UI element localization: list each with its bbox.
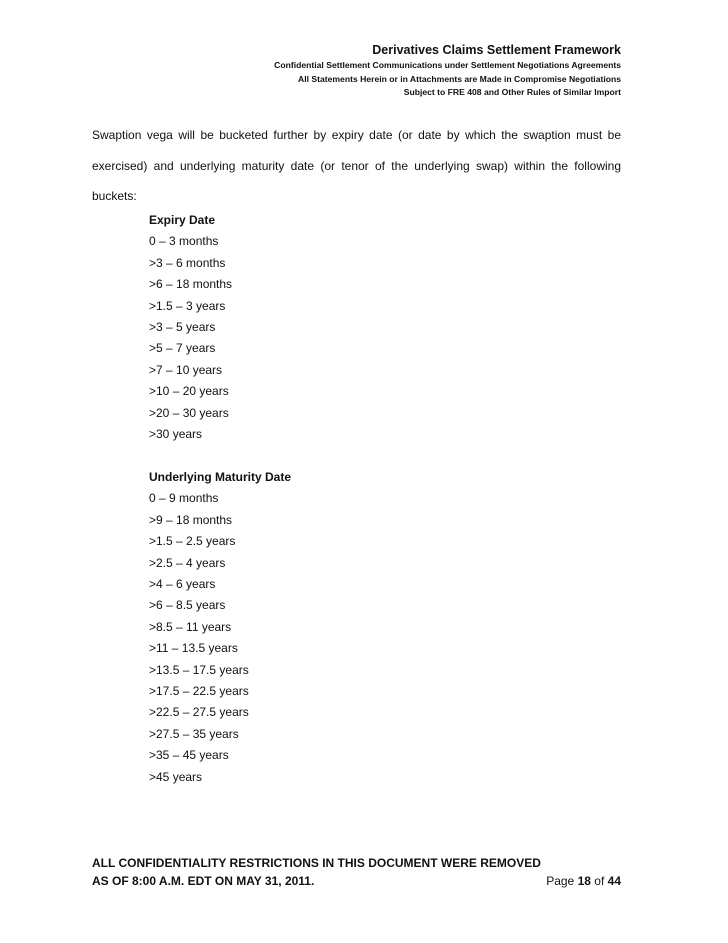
list-item: >45 years: [149, 769, 203, 784]
list-item: >27.5 – 35 years: [149, 726, 239, 741]
list-item: >13.5 – 17.5 years: [149, 662, 249, 677]
list-item: >9 – 18 months: [149, 512, 233, 527]
page-of-label: of: [594, 873, 605, 888]
list-item: >7 – 10 years: [149, 362, 223, 377]
list-item: >8.5 – 11 years: [149, 619, 232, 634]
list-item: >5 – 7 years: [149, 341, 216, 356]
list-item: >35 – 45 years: [149, 748, 229, 763]
list-item: 0 – 3 months: [149, 234, 219, 249]
confidentiality-notice-line: ALL CONFIDENTIALITY RESTRICTIONS IN THIS DOCUMENT WERE REMOVED: [92, 856, 541, 870]
list-item: 0 – 9 months: [149, 491, 219, 506]
list-item: >3 – 5 years: [149, 320, 216, 335]
list-item: >30 years: [149, 427, 203, 442]
page-current: 18: [577, 873, 591, 888]
page-total: 44: [607, 873, 621, 888]
underlying-maturity-date-list: [149, 467, 291, 788]
page-label: Page: [546, 873, 575, 888]
list-item: >11 – 13.5 years: [149, 641, 238, 656]
list-item: >1.5 – 3 years: [149, 298, 226, 313]
list-item: >4 – 6 years: [149, 577, 216, 592]
header-notice-line: Confidential Settlement Communications under Settlement Negotiations Agreements: [274, 60, 621, 70]
expiry-date-heading: Expiry Date: [149, 213, 216, 227]
document-title: Derivatives Claims Settlement Framework: [372, 43, 621, 57]
page-header: [274, 42, 621, 100]
intro-paragraph: Swaption vega will be bucketed further by expiry date (or date by which the swaption must be exercised) and underlying maturity date (or tenor of the underlying swap) within the following buckets:: [92, 128, 621, 203]
list-item: >6 – 8.5 years: [149, 598, 226, 613]
list-item: >17.5 – 22.5 years: [149, 684, 249, 699]
header-notice-line: All Statements Herein or in Attachments are Made in Compromise Negotiations: [298, 73, 621, 84]
page-number: [546, 873, 621, 891]
underlying-maturity-date-heading: Underlying Maturity Date: [149, 470, 292, 484]
list-item: >3 – 6 months: [149, 255, 226, 270]
expiry-date-list: [149, 210, 232, 445]
list-item: >20 – 30 years: [149, 405, 229, 420]
page-footer: [92, 855, 621, 890]
confidentiality-notice-date: AS OF 8:00 A.M. EDT ON MAY 31, 2011.: [92, 873, 315, 888]
list-item: >2.5 – 4 years: [149, 555, 226, 570]
list-item: >22.5 – 27.5 years: [149, 705, 249, 720]
list-item: >10 – 20 years: [149, 384, 229, 399]
header-notice-line: Subject to FRE 408 and Other Rules of Similar Import: [403, 87, 621, 97]
list-item: >6 – 18 months: [149, 277, 233, 292]
list-item: >1.5 – 2.5 years: [149, 534, 236, 549]
